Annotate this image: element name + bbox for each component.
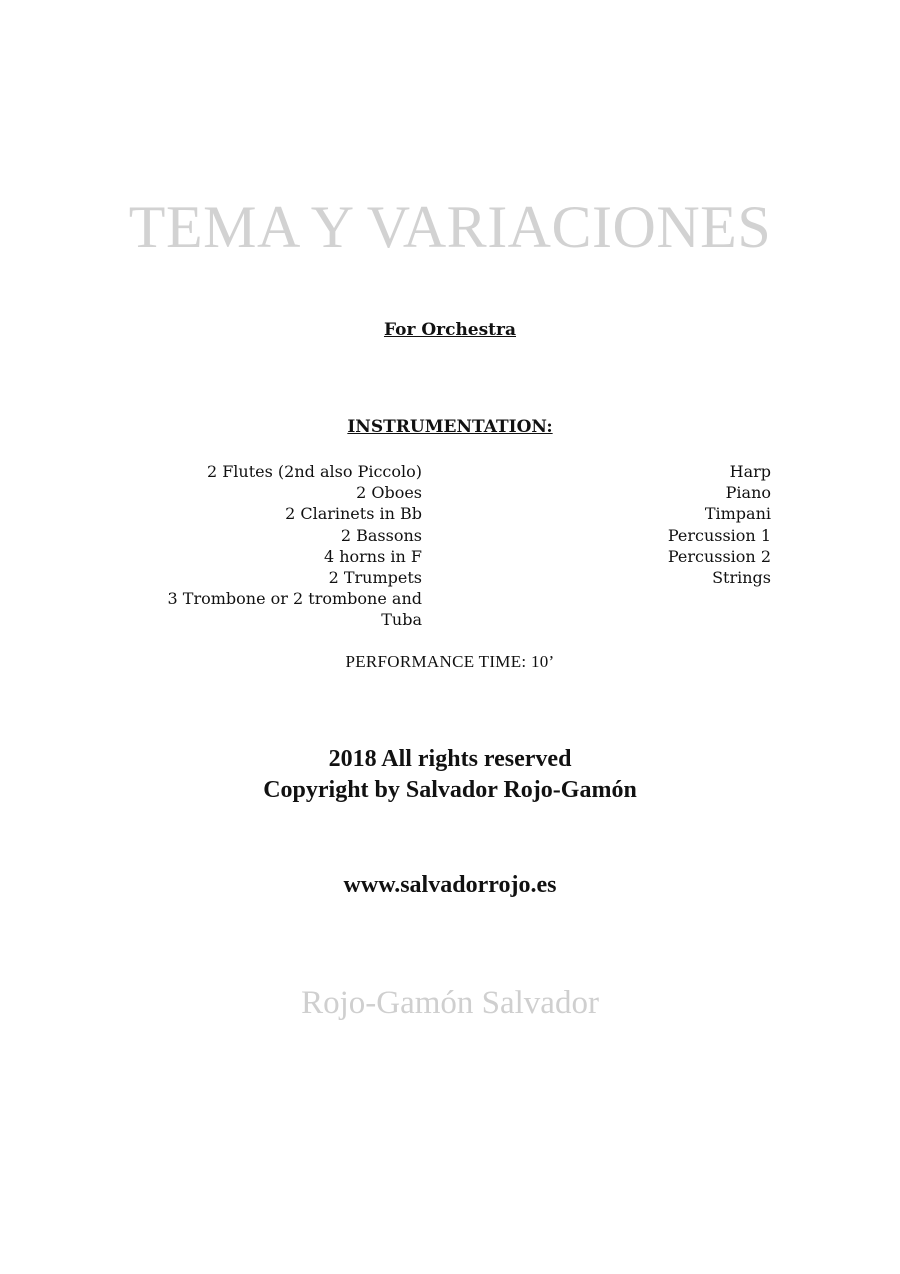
instrument-item: 2 Oboes: [356, 483, 422, 503]
subtitle: For Orchestra: [383, 320, 517, 340]
instrument-item: Strings: [712, 568, 771, 588]
instrument-item: Percussion 1: [667, 525, 771, 545]
instrument-item: Tuba: [381, 610, 422, 630]
instrument-list-right: [600, 461, 771, 588]
instrument-item: 2 Trumpets: [328, 568, 422, 588]
performance-time: PERFORMANCE TIME: 10’: [345, 652, 555, 671]
watermark-text: Rojo-Gamón Salvador: [301, 985, 599, 1021]
rights-line: 2018 All rights reserved: [328, 746, 572, 772]
copyright-block: [0, 744, 900, 806]
instrument-list-left: [120, 461, 422, 631]
instrument-item: 2 Flutes (2nd also Piccolo): [206, 462, 422, 481]
instrument-item: Harp: [729, 462, 771, 481]
instrument-item: 2 Clarinets in Bb: [285, 504, 422, 524]
instrument-item: Percussion 2: [667, 546, 771, 566]
page-title: TEMA Y VARIACIONES: [128, 194, 772, 260]
instrument-item: 2 Bassons: [340, 525, 422, 545]
instrument-item: 3 Trombone or 2 trombone and: [167, 589, 422, 609]
instrument-item: 4 horns in F: [323, 546, 422, 566]
website-text: www.salvadorrojo.es: [343, 872, 557, 898]
instrument-item: Timpani: [704, 504, 771, 524]
copyright-line: Copyright by Salvador Rojo-Gamón: [263, 777, 637, 803]
instrument-item: Piano: [725, 483, 771, 503]
instrumentation-heading: INSTRUMENTATION:: [347, 417, 553, 437]
